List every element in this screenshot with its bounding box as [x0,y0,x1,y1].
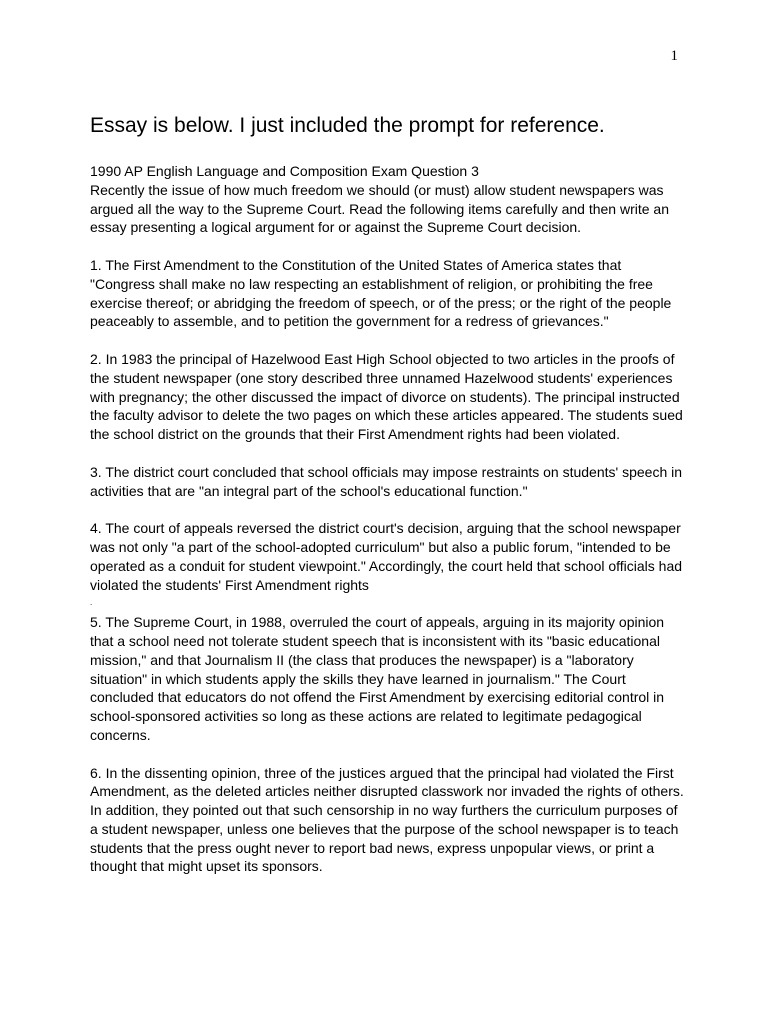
item-line: 2. In 1983 the principal of Hazelwood East High School objected to two articles in the proofs of [90,350,675,367]
item-line: 3. The district court concluded that school officials may impose restraints on students' speech in [90,463,683,480]
item-line: that a school need not tolerate student speech that is inconsistent with its "basic educational [90,632,660,649]
prompt-intro-line: argued all the way to the Supreme Court. Read the following items carefully and then write an [90,200,669,217]
item-line: "Congress shall make no law respecting an establishment of religion, or prohibiting the free [90,275,653,292]
item-line: Amendment, as the deleted articles neither disrupted classwork nor invaded the rights of others. [90,783,684,800]
item-line: 5. The Supreme Court, in 1988, overruled the court of appeals, arguing in its majority opinion [90,614,665,631]
prompt-title-line: 1990 AP English Language and Composition Exam Question 3 [90,163,479,179]
item-1 [90,256,680,331]
essay-heading: Essay is below. I just included the prompt for reference. [90,114,605,137]
item-line: thought that might upset its sponsors. [90,858,323,875]
item-line: 1. The First Amendment to the Constitution of the United States of America states that [90,256,622,273]
item-line: operated as a conduit for student viewpoint." Accordingly, the court held that school officials had [90,557,683,574]
item-line: with pregnancy; the other discussed the impact of divorce on students). The principal instructed [90,388,680,405]
page-number: 1 [670,48,678,64]
item-line: peaceably to assemble, and to petition the government for a redress of grievances." [90,313,609,330]
item-line: a student newspaper, unless one believes that the purpose of the school newspaper is to teach [90,820,679,837]
item-line: 4. The court of appeals reversed the district court's decision, arguing that the school newspaper [90,520,681,537]
item-line: exercise thereof; or abridging the freedom of speech, or of the press; or the right of the people [90,294,672,311]
item-2 [90,350,683,444]
item-5 [90,613,680,745]
item-line: situation" in which students apply the skills they have learned in journalism." The Court [90,670,626,687]
item-line: school-sponsored activities so long as these actions are related to legitimate pedagogical [90,708,642,725]
item-3 [90,463,683,501]
item-line: violated the students' First Amendment rights [90,576,369,593]
item-line: mission," and that Journalism II (the class that produces the newspaper) is a "laboratory [90,651,634,668]
item-line: In addition, they pointed out that such censorship in no way furthers the curriculum purposes of [90,802,678,819]
stray-period: . [90,598,93,608]
item-line: concerns. [90,726,151,743]
item-line: 6. In the dissenting opinion, three of the justices argued that the principal had violated the First [90,764,674,781]
item-line: concluded that educators do not offend the First Amendment by exercising editorial control in [90,689,665,706]
prompt-intro [90,162,680,237]
item-line: the student newspaper (one story described three unnamed Hazelwood students' experiences [90,369,673,386]
item-line: the school district on the grounds that their First Amendment rights had been violated. [90,426,620,443]
item-line: was not only "a part of the school-adopted curriculum" but also a public forum, "intended to be [90,538,671,555]
item-line: activities that are "an integral part of the school's educational function." [90,482,528,499]
document-body [90,113,684,895]
item-line: students that the press ought never to report bad news, express unpopular views, or print a [90,839,655,856]
item-line: the faculty advisor to delete the two pages on which these articles appeared. The students sued [90,407,683,424]
item-6 [90,764,684,877]
prompt-intro-line: Recently the issue of how much freedom we should (or must) allow student newspapers was [90,181,664,198]
item-4 [90,519,683,594]
prompt-intro-line: essay presenting a logical argument for or against the Supreme Court decision. [90,219,582,236]
